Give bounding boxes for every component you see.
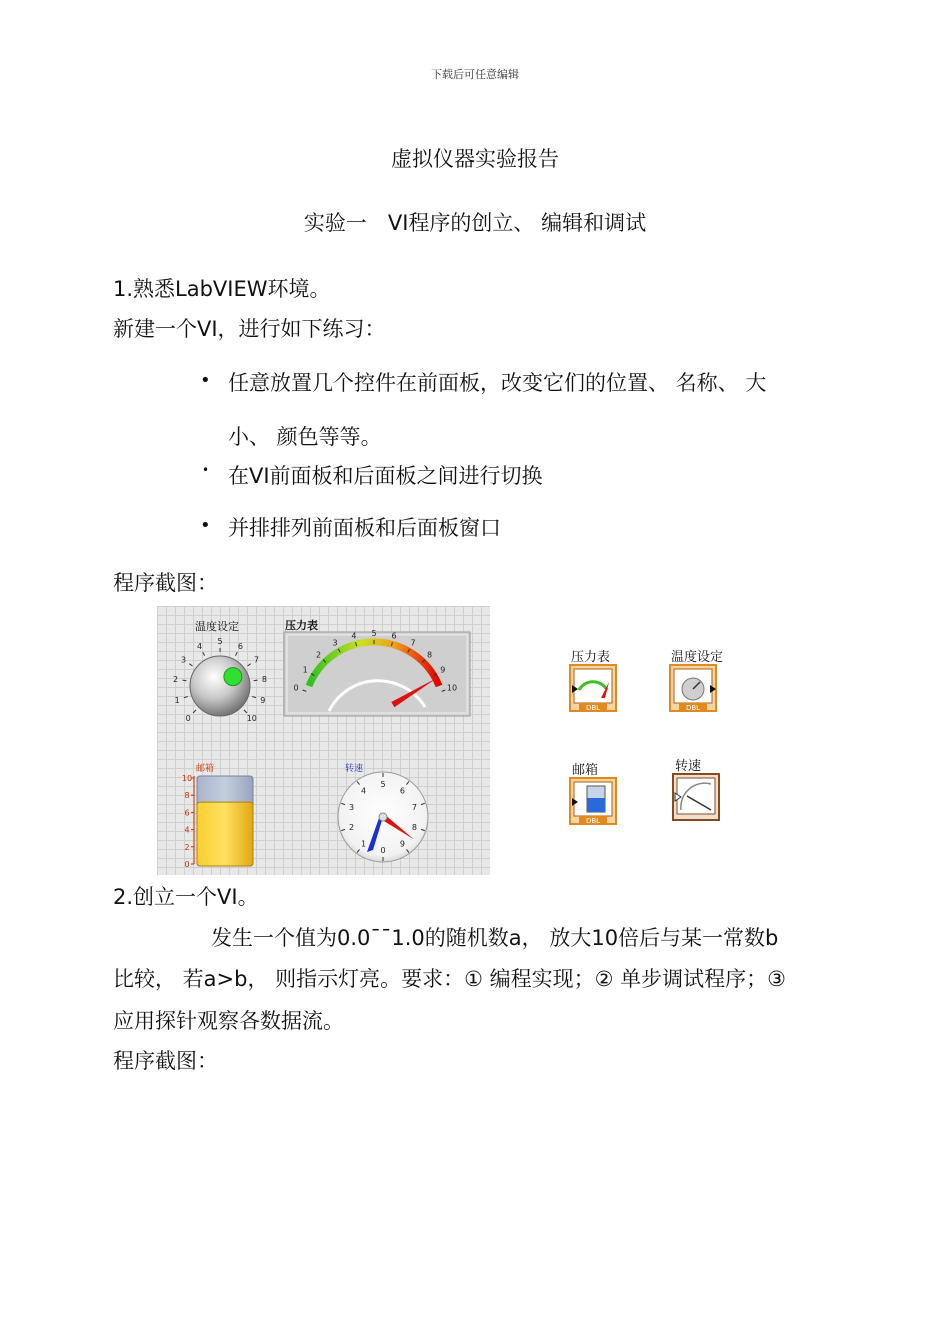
meter-terminal-type: DBL — [585, 704, 601, 712]
temperature-knob[interactable] — [173, 637, 267, 723]
tank-terminal-icon[interactable] — [570, 778, 616, 825]
knob-tick-mark — [248, 664, 251, 666]
document-title: 虚拟仪器实验报告 — [391, 147, 559, 171]
knob-tick-label: 1 — [174, 695, 180, 705]
knob-label: 温度设定 — [195, 620, 239, 633]
knob-tick-label: 8 — [261, 675, 267, 684]
gauge-tick-label: 2 — [349, 823, 355, 833]
bullet-item: 任意放置几个控件在前面板，改变它们的位置、 名称、 大 — [228, 371, 767, 395]
speed-gauge — [338, 772, 428, 862]
knob-indicator — [224, 668, 242, 686]
gauge-tick-label: 3 — [349, 802, 355, 812]
knob-tick-mark — [189, 664, 192, 666]
section2-screenshot-label: 程序截图： — [113, 1049, 218, 1073]
meter-tick-label: 6 — [391, 631, 397, 641]
bullet-dot: • — [200, 370, 211, 391]
front-panel-screenshot — [157, 606, 490, 875]
meter-tick-label: 5 — [371, 629, 377, 638]
section1-intro: 新建一个VI，进行如下练习： — [113, 317, 386, 341]
terminal-label-gauge: 转速 — [675, 759, 702, 774]
gauge-tick-label: 7 — [411, 802, 417, 812]
knob-terminal-type: DBL — [685, 704, 701, 712]
screenshot-label: 程序截图： — [113, 571, 218, 595]
pressure-meter — [284, 629, 470, 716]
section1-heading: 1.熟悉LabVIEW环境。 — [113, 277, 331, 301]
bullet-item-continued: 小、 颜色等等。 — [228, 425, 382, 449]
tank-fill — [197, 802, 253, 866]
knob-tick-mark — [193, 710, 196, 713]
gauge-tick-label: 0 — [380, 846, 386, 855]
terminal-label-meter: 压力表 — [571, 650, 611, 665]
meter-terminal-icon[interactable] — [570, 665, 616, 712]
meter-tick-label: 8 — [426, 650, 433, 660]
meter-tick-label: 0 — [293, 683, 299, 693]
knob-tick-mark — [254, 680, 258, 681]
tank-label: 邮箱 — [196, 764, 215, 774]
knob-tick-mark — [184, 697, 188, 698]
section2-heading: 2.创立一个VI。 — [113, 885, 259, 909]
experiment-title: 实验一 VI程序的创立、 编辑和调试 — [303, 211, 647, 235]
knob-tick-label: 3 — [181, 655, 187, 665]
gauge-tick-label: 9 — [399, 839, 405, 849]
tank-tick-label: 0 — [184, 860, 190, 869]
knob-tick-label: 0 — [185, 713, 191, 723]
header-note: 下载后可任意编辑 — [431, 68, 519, 81]
section2-line1: 发生一个值为0.0¯¯1.0的随机数a， 放大10倍后与某一常数b — [211, 926, 779, 950]
tank-tick-label: 10 — [181, 774, 193, 783]
knob-tick-label: 10 — [246, 713, 257, 723]
meter-tick-label: 2 — [315, 650, 322, 660]
meter-tick-label: 7 — [410, 638, 416, 648]
bullet-item: 并排排列前面板和后面板窗口 — [228, 516, 501, 540]
terminal-label-tank: 邮箱 — [572, 763, 599, 778]
tank-tick-label: 2 — [184, 842, 190, 852]
meter-tick-label: 1 — [302, 665, 308, 675]
panel-controls — [157, 606, 490, 875]
gauge-tick-label: 8 — [411, 823, 417, 833]
gauge-terminal-icon[interactable] — [673, 774, 719, 820]
knob-tick-mark — [203, 652, 205, 656]
knob-tick-label: 5 — [217, 637, 223, 646]
terminal-icons — [565, 660, 745, 830]
tank-tick-label: 4 — [184, 825, 190, 835]
knob-tick-label: 2 — [173, 675, 179, 684]
gauge-tick-label: 4 — [361, 786, 367, 796]
knob-tick-label: 6 — [237, 641, 243, 651]
section2-line2: 比较， 若a>b， 则指示灯亮。要求：① 编程实现；② 单步调试程序；③ — [113, 967, 786, 991]
gauge-tick-label: 5 — [380, 780, 386, 789]
gauge-label: 转速 — [345, 764, 364, 774]
meter-label: 压力表 — [285, 619, 318, 632]
terminal-label-knob: 温度设定 — [671, 650, 724, 665]
tank-tick-marks — [182, 774, 194, 869]
bullet-dot: • — [202, 463, 210, 477]
meter-tick-label: 3 — [332, 638, 338, 648]
section2-line3: 应用探针观察各数据流。 — [113, 1009, 344, 1033]
meter-tick-label: 10 — [446, 683, 458, 693]
knob-tick-label: 7 — [253, 655, 259, 665]
knob-tick-mark — [235, 652, 237, 656]
tank-tick-label: 6 — [184, 808, 190, 818]
bullet-item: 在VI前面板和后面板之间进行切换 — [228, 464, 543, 488]
knob-body[interactable] — [190, 656, 250, 716]
knob-tick-label: 4 — [197, 641, 203, 651]
knob-tick-label: 9 — [260, 695, 266, 705]
knob-tick-mark — [252, 697, 256, 698]
tank-tick-label: 8 — [184, 791, 190, 801]
meter-tick-label: 9 — [440, 665, 446, 675]
meter-tick-label: 4 — [351, 631, 357, 641]
knob-tick-mark — [244, 710, 247, 713]
tank-terminal-type: DBL — [585, 817, 601, 825]
gauge-tick-label: 1 — [361, 839, 367, 849]
bullet-dot: • — [200, 515, 211, 536]
knob-tick-mark — [183, 680, 187, 681]
tank-indicator — [182, 774, 253, 869]
gauge-tick-label: 6 — [399, 786, 405, 796]
knob-terminal-icon[interactable] — [670, 665, 716, 712]
